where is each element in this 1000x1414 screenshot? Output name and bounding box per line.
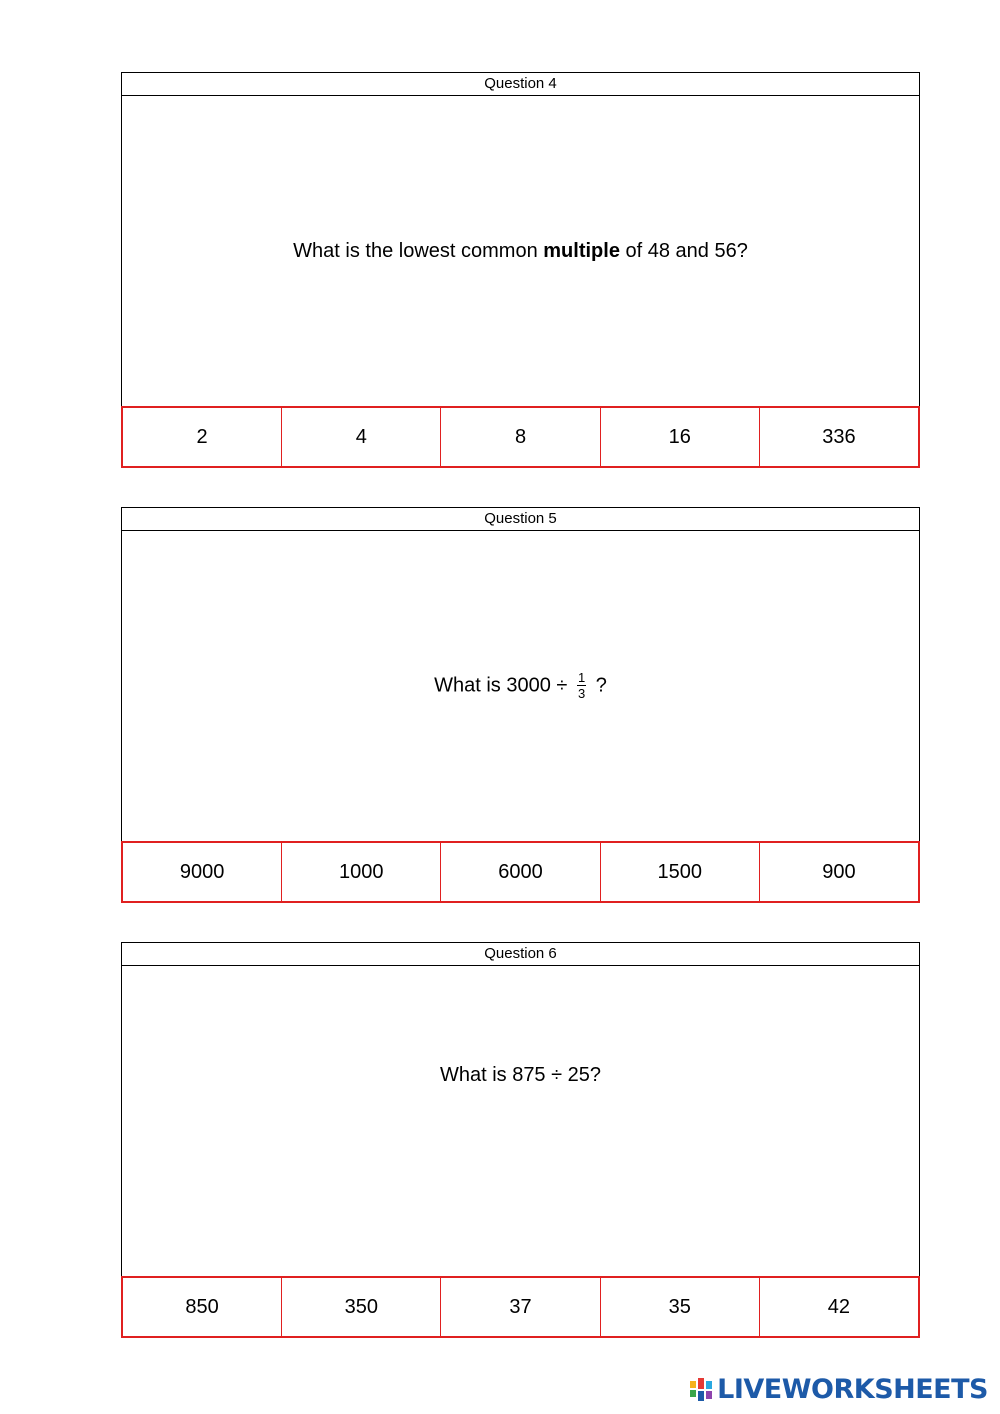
answer-option[interactable]: 9000 [123,843,282,901]
answer-option[interactable]: 16 [601,408,760,466]
question-text-part: What is the lowest common [293,239,544,262]
answer-option[interactable]: 336 [822,425,856,448]
question-header: Question 4 [121,72,920,96]
answer-option[interactable]: 35 [601,1278,760,1336]
question-text [434,671,607,701]
answer-row [121,406,920,468]
question-card-6 [121,942,920,1338]
question-header: Question 6 [121,942,920,966]
question-body [121,966,920,1276]
fraction-numerator: 1 [577,670,586,685]
answer-option[interactable]: 42 [827,1295,851,1318]
fraction-denominator: 3 [577,686,586,701]
question-header: Question 5 [121,507,920,531]
question-text-part: ? [590,674,607,697]
answer-option[interactable]: 850 [123,1278,282,1336]
answer-option[interactable]: 350 [282,1278,441,1336]
answer-row [121,1276,920,1338]
question-text-bold: multiple [543,239,620,262]
answer-option[interactable]: 1500 [601,843,760,901]
question-card-5 [121,507,920,903]
answer-option[interactable]: 6000 [441,843,600,901]
question-text-part: of 48 and 56? [619,239,748,262]
answer-option[interactable]: 37 [441,1278,600,1336]
answer-option[interactable]: 1000 [282,843,441,901]
answer-option[interactable]: 4 [282,408,441,466]
question-text [293,240,748,263]
answer-option[interactable]: 2 [123,408,282,466]
question-card-4 [121,72,920,468]
answer-option[interactable]: 8 [441,408,600,466]
answer-option[interactable]: 900 [822,860,856,883]
question-body [121,531,920,841]
question-text: What is 875 ÷ 25? [439,1064,602,1086]
question-text-part: What is 3000 ÷ [434,674,573,697]
liveworksheets-logo-icon [689,1377,713,1403]
brand-name: LIVEWORKSHEETS [717,1374,988,1405]
fraction [577,671,586,701]
answer-row [121,841,920,903]
liveworksheets-brand [689,1374,988,1405]
question-body [121,96,920,406]
